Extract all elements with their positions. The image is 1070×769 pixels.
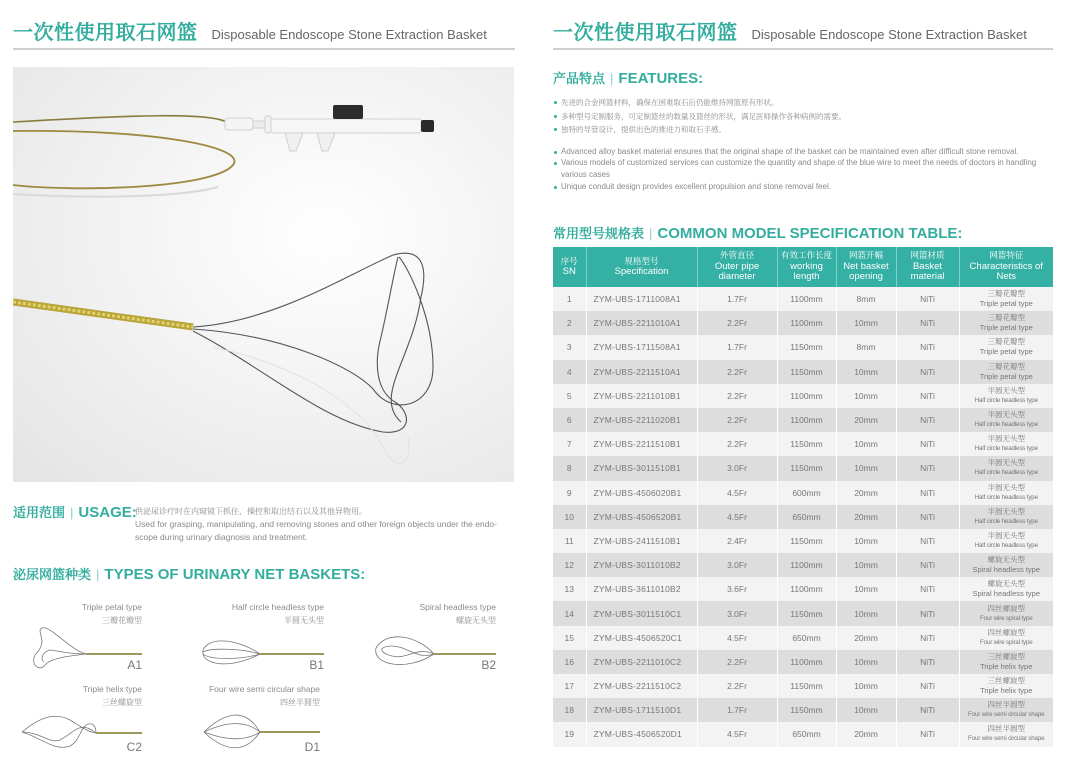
cell-length: 1100mm: [777, 553, 836, 577]
basket-code: A1: [127, 658, 142, 672]
char-en: Four wire spiral type: [980, 638, 1033, 646]
cell-material: NiTi: [896, 408, 959, 432]
cell-sn: 19: [553, 722, 586, 746]
spiral-basket-icon: [372, 620, 496, 672]
cell-characteristics: [959, 384, 1053, 408]
char-cn: 三丝螺旋型: [987, 676, 1025, 686]
types-title-en: TYPES OF URINARY NET BASKETS:: [104, 566, 366, 583]
basket-label-en: Spiral headless type: [419, 602, 496, 612]
cell-opening: 10mm: [836, 698, 896, 722]
table-title-cn: 常用型号规格表: [553, 227, 645, 242]
cell-outer: 2.2Fr: [697, 311, 777, 335]
cell-spec: ZYM-UBS-4506520B1: [586, 505, 697, 529]
char-en: Half circle headless type: [974, 517, 1038, 525]
triple-petal-basket-icon: [30, 620, 142, 672]
char-cn: 三瓣花瓣型: [987, 361, 1025, 371]
spec-table: [553, 247, 1053, 747]
table-row: [553, 577, 1053, 601]
table-row: [553, 505, 1053, 529]
table-row: [553, 456, 1053, 480]
column-header-material: 网篮材质 Basket material: [896, 247, 959, 287]
table-row: [553, 650, 1053, 674]
features-list: [554, 96, 1059, 193]
page-title-cn: 一次性使用取石网篮: [13, 20, 198, 44]
cell-outer: 4.5Fr: [697, 626, 777, 650]
char-cn: 半圆无头型: [987, 410, 1025, 420]
cell-outer: 1.7Fr: [697, 335, 777, 359]
cell-opening: 10mm: [836, 601, 896, 625]
cell-sn: 7: [553, 432, 586, 456]
cell-characteristics: [959, 456, 1053, 480]
cell-sn: 4: [553, 360, 586, 384]
half-circle-basket-icon: [200, 620, 324, 672]
cell-outer: 4.5Fr: [697, 481, 777, 505]
cell-characteristics: [959, 529, 1053, 553]
cell-spec: ZYM-UBS-3011510C1: [586, 601, 697, 625]
cell-sn: 5: [553, 384, 586, 408]
cell-spec: ZYM-UBS-4506520D1: [586, 722, 697, 746]
cell-outer: 1.7Fr: [697, 698, 777, 722]
table-row: [553, 698, 1053, 722]
table-row: [553, 335, 1053, 359]
char-cn: 三丝螺旋型: [987, 651, 1025, 661]
cell-opening: 10mm: [836, 577, 896, 601]
heading-separator: |: [610, 71, 614, 86]
four-wire-basket-icon: [200, 702, 320, 754]
column-header-spec: 规格型号 Specification: [586, 247, 697, 287]
cell-characteristics: [959, 626, 1053, 650]
char-cn: 四丝螺旋型: [987, 627, 1025, 637]
cell-characteristics: [959, 650, 1053, 674]
cell-spec: ZYM-UBS-3011010B2: [586, 553, 697, 577]
cell-length: 650mm: [777, 505, 836, 529]
cell-length: 1150mm: [777, 360, 836, 384]
cell-sn: 15: [553, 626, 586, 650]
table-heading: [553, 223, 962, 243]
char-cn: 三瓣花瓣型: [987, 337, 1025, 347]
cell-length: 1150mm: [777, 456, 836, 480]
types-title-cn: 泌尿网篮种类: [13, 568, 92, 583]
cell-material: NiTi: [896, 287, 959, 311]
cell-length: 1150mm: [777, 601, 836, 625]
cell-material: NiTi: [896, 650, 959, 674]
cell-characteristics: [959, 601, 1053, 625]
cell-spec: ZYM-UBS-4506520C1: [586, 626, 697, 650]
char-en: Four wire spiral type: [980, 614, 1033, 622]
char-cn: 螺旋无头型: [987, 579, 1025, 589]
cell-material: NiTi: [896, 674, 959, 698]
cell-characteristics: [959, 674, 1053, 698]
cell-spec: ZYM-UBS-2211510B1: [586, 432, 697, 456]
table-row: [553, 626, 1053, 650]
cell-characteristics: [959, 335, 1053, 359]
cell-outer: 2.2Fr: [697, 432, 777, 456]
cell-length: 1100mm: [777, 287, 836, 311]
basket-code: B2: [481, 658, 496, 672]
usage-title-en: USAGE:: [78, 504, 137, 521]
char-en: Triple petal type: [979, 299, 1033, 309]
table-header-row: [553, 247, 1053, 287]
cell-outer: 2.4Fr: [697, 529, 777, 553]
cell-material: NiTi: [896, 698, 959, 722]
basket-code: C2: [126, 740, 142, 754]
feature-item-cn: 先进的合金网篮材料，确保在困难取石后仍能维持网篮原有形状。: [554, 96, 1059, 110]
table-row: [553, 601, 1053, 625]
feature-item-en: Unique conduit design provides excellent propulsion and stone removal feel.: [554, 181, 1059, 193]
table-row: [553, 674, 1053, 698]
cell-opening: 20mm: [836, 722, 896, 746]
char-cn: 三瓣花瓣型: [987, 289, 1025, 299]
feature-item-en: Various models of customized services can customize the quantity and shape of the blue wire to meet the needs of doctors in handling various cases: [554, 157, 1059, 181]
cell-sn: 11: [553, 529, 586, 553]
cell-length: 1100mm: [777, 577, 836, 601]
cell-material: NiTi: [896, 335, 959, 359]
header-divider: [13, 48, 515, 50]
table-title-en: COMMON MODEL SPECIFICATION TABLE:: [657, 225, 963, 242]
cell-spec: ZYM-UBS-2211010C2: [586, 650, 697, 674]
cell-sn: 10: [553, 505, 586, 529]
char-en: Spiral headless type: [972, 565, 1041, 575]
feature-item-cn: 多种型号定制服务，可定制篮丝的数量及篮丝的形状，满足医师操作各种病例的需要。: [554, 110, 1059, 124]
cell-opening: 10mm: [836, 650, 896, 674]
cell-sn: 8: [553, 456, 586, 480]
char-cn: 四丝半圆型: [987, 700, 1025, 710]
cell-outer: 4.5Fr: [697, 505, 777, 529]
char-en: Half circle headless type: [974, 469, 1038, 477]
cell-length: 1150mm: [777, 335, 836, 359]
usage-text-cn: 供泌尿诊疗时在内窥镜下抓住、操控和取出结石以及其他异物用。: [135, 507, 367, 516]
cell-sn: 9: [553, 481, 586, 505]
heading-separator: |: [96, 567, 100, 582]
cell-material: NiTi: [896, 360, 959, 384]
cell-material: NiTi: [896, 311, 959, 335]
usage-text-en: Used for grasping, manipulating, and removing stones and other foreign objects under the endo-scope during urinary diagnosis and treatment.: [135, 519, 497, 542]
char-cn: 半圆无头型: [987, 530, 1025, 540]
cell-opening: 10mm: [836, 456, 896, 480]
types-heading: [13, 564, 365, 584]
cell-outer: 2.2Fr: [697, 674, 777, 698]
page-title-en: Disposable Endoscope Stone Extraction Basket: [211, 27, 487, 42]
cell-spec: ZYM-UBS-3611010B2: [586, 577, 697, 601]
table-row: [553, 722, 1053, 746]
basket-label-cn: 三瓣花瓣型: [102, 616, 142, 625]
table-row: [553, 481, 1053, 505]
cell-material: NiTi: [896, 481, 959, 505]
cell-sn: 12: [553, 553, 586, 577]
cell-characteristics: [959, 505, 1053, 529]
page-title-en: Disposable Endoscope Stone Extraction Basket: [751, 27, 1027, 42]
char-en: Half circle headless type: [974, 421, 1038, 429]
cell-characteristics: [959, 360, 1053, 384]
cell-characteristics: [959, 408, 1053, 432]
cell-spec: ZYM-UBS-2211010B1: [586, 384, 697, 408]
cell-spec: ZYM-UBS-1711008A1: [586, 287, 697, 311]
features-title-cn: 产品特点: [553, 72, 606, 87]
basket-label-en: Triple helix type: [82, 684, 142, 694]
cell-sn: 18: [553, 698, 586, 722]
cell-sn: 1: [553, 287, 586, 311]
basket-label-en: Triple petal type: [81, 602, 142, 612]
cell-spec: ZYM-UBS-2211510A1: [586, 360, 697, 384]
cell-sn: 6: [553, 408, 586, 432]
cell-material: NiTi: [896, 577, 959, 601]
cell-outer: 2.2Fr: [697, 360, 777, 384]
basket-type-d1: [200, 684, 320, 754]
char-en: Triple petal type: [979, 347, 1033, 357]
stone-basket-illustration: [13, 67, 514, 482]
table-row: [553, 553, 1053, 577]
cell-opening: 20mm: [836, 505, 896, 529]
cell-opening: 10mm: [836, 311, 896, 335]
column-header-char: 网篮特征 Characteristics of Nets: [959, 247, 1053, 287]
char-en: Spiral headless type: [972, 589, 1041, 599]
cell-characteristics: [959, 577, 1053, 601]
char-en: Four wire semi circular shape: [968, 711, 1045, 719]
feature-item-en: Advanced alloy basket material ensures that the original shape of the basket can be maintained even after difficult stone removal.: [554, 146, 1059, 158]
cell-material: NiTi: [896, 456, 959, 480]
feature-item-cn: 独特的导管设计，提供出色的推进力和取石手感。: [554, 123, 1059, 137]
cell-length: 1100mm: [777, 384, 836, 408]
cell-outer: 4.5Fr: [697, 722, 777, 746]
usage-title-cn: 适用范围: [13, 506, 66, 521]
cell-characteristics: [959, 722, 1053, 746]
cell-opening: 20mm: [836, 481, 896, 505]
char-cn: 四丝半圆型: [987, 724, 1025, 734]
basket-code: D1: [304, 740, 320, 754]
char-cn: 半圆无头型: [987, 385, 1025, 395]
char-cn: 四丝螺旋型: [987, 603, 1025, 613]
cell-outer: 2.2Fr: [697, 408, 777, 432]
cell-spec: ZYM-UBS-2211510C2: [586, 674, 697, 698]
cell-characteristics: [959, 287, 1053, 311]
usage-description: [135, 505, 515, 544]
cell-spec: ZYM-UBS-4506020B1: [586, 481, 697, 505]
char-en: Half circle headless type: [974, 396, 1038, 404]
page-title-cn: 一次性使用取石网篮: [553, 20, 738, 44]
basket-type-a1: [30, 602, 142, 672]
basket-label-cn: 螺旋无头型: [456, 616, 496, 625]
triple-helix-basket-icon: [20, 702, 142, 754]
cell-material: NiTi: [896, 626, 959, 650]
left-page-header: [13, 16, 487, 50]
cell-outer: 3.0Fr: [697, 456, 777, 480]
table-body: [553, 287, 1053, 747]
char-cn: 半圆无头型: [987, 506, 1025, 516]
basket-label-cn: 四丝半圆型: [280, 698, 320, 707]
cell-characteristics: [959, 432, 1053, 456]
basket-type-b1: [200, 602, 324, 672]
cell-length: 1100mm: [777, 650, 836, 674]
cell-characteristics: [959, 553, 1053, 577]
cell-sn: 17: [553, 674, 586, 698]
cell-characteristics: [959, 481, 1053, 505]
cell-length: 1150mm: [777, 698, 836, 722]
basket-label-cn: 半圆无头型: [284, 616, 324, 625]
char-cn: 三瓣花瓣型: [987, 313, 1025, 323]
cell-characteristics: [959, 311, 1053, 335]
char-en: Triple helix type: [980, 661, 1033, 671]
char-cn: 半圆无头型: [987, 434, 1025, 444]
char-en: Half circle headless type: [974, 445, 1038, 453]
cell-length: 600mm: [777, 481, 836, 505]
table-row: [553, 432, 1053, 456]
cell-outer: 3.0Fr: [697, 553, 777, 577]
cell-sn: 2: [553, 311, 586, 335]
cell-material: NiTi: [896, 529, 959, 553]
basket-label-cn: 三丝螺旋型: [102, 698, 142, 707]
product-photo: [13, 67, 514, 482]
cell-material: NiTi: [896, 722, 959, 746]
cell-material: NiTi: [896, 432, 959, 456]
char-cn: 半圆无头型: [987, 482, 1025, 492]
table-row: [553, 287, 1053, 311]
char-cn: 螺旋无头型: [987, 555, 1025, 565]
cell-opening: 10mm: [836, 360, 896, 384]
cell-opening: 10mm: [836, 529, 896, 553]
cell-opening: 10mm: [836, 384, 896, 408]
cell-outer: 3.0Fr: [697, 601, 777, 625]
cell-length: 1100mm: [777, 408, 836, 432]
cell-length: 1150mm: [777, 529, 836, 553]
cell-opening: 8mm: [836, 287, 896, 311]
features-heading: [553, 68, 703, 88]
cell-opening: 20mm: [836, 408, 896, 432]
char-en: Four wire semi circular shape: [968, 735, 1045, 743]
table-row: [553, 529, 1053, 553]
cell-spec: ZYM-UBS-1711510D1: [586, 698, 697, 722]
usage-heading: [13, 502, 137, 522]
column-header-opening: 网篮开幅 Net basket opening: [836, 247, 896, 287]
cell-sn: 3: [553, 335, 586, 359]
column-header-length: 有效工作长度 working length: [777, 247, 836, 287]
char-en: Triple petal type: [979, 323, 1033, 333]
cell-length: 1150mm: [777, 674, 836, 698]
features-title-en: FEATURES:: [618, 70, 704, 87]
cell-outer: 3.6Fr: [697, 577, 777, 601]
basket-label-en: Half circle headless type: [231, 602, 324, 612]
cell-sn: 16: [553, 650, 586, 674]
cell-opening: 10mm: [836, 432, 896, 456]
cell-sn: 14: [553, 601, 586, 625]
cell-opening: 8mm: [836, 335, 896, 359]
table-row: [553, 384, 1053, 408]
basket-code: B1: [309, 658, 324, 672]
cell-material: NiTi: [896, 553, 959, 577]
cell-material: NiTi: [896, 601, 959, 625]
char-en: Triple petal type: [979, 371, 1033, 381]
header-divider: [553, 48, 1053, 50]
cell-spec: ZYM-UBS-3011510B1: [586, 456, 697, 480]
cell-outer: 2.2Fr: [697, 384, 777, 408]
cell-material: NiTi: [896, 505, 959, 529]
table-row: [553, 360, 1053, 384]
cell-opening: 10mm: [836, 674, 896, 698]
cell-characteristics: [959, 698, 1053, 722]
char-en: Half circle headless type: [974, 541, 1038, 549]
heading-separator: |: [649, 226, 653, 241]
cell-spec: ZYM-UBS-2211010A1: [586, 311, 697, 335]
cell-length: 650mm: [777, 626, 836, 650]
basket-label-en: Four wire semi circular shape: [208, 684, 320, 694]
cell-spec: ZYM-UBS-1711508A1: [586, 335, 697, 359]
cell-length: 1150mm: [777, 432, 836, 456]
char-en: Triple helix type: [980, 686, 1033, 696]
table-row: [553, 408, 1053, 432]
cell-opening: 20mm: [836, 626, 896, 650]
right-page-header: [553, 16, 1027, 50]
cell-length: 650mm: [777, 722, 836, 746]
cell-sn: 13: [553, 577, 586, 601]
column-header-outer: 外管直径 Outer pipe diameter: [697, 247, 777, 287]
cell-outer: 2.2Fr: [697, 650, 777, 674]
basket-type-b2: [372, 602, 496, 672]
char-cn: 半圆无头型: [987, 458, 1025, 468]
basket-type-c2: [20, 684, 142, 754]
heading-separator: |: [70, 505, 74, 520]
cell-outer: 1.7Fr: [697, 287, 777, 311]
cell-opening: 10mm: [836, 553, 896, 577]
column-header-sn: 序号 SN: [553, 247, 586, 287]
cell-spec: ZYM-UBS-2411510B1: [586, 529, 697, 553]
cell-spec: ZYM-UBS-2211020B1: [586, 408, 697, 432]
table-row: [553, 311, 1053, 335]
char-en: Half circle headless type: [974, 493, 1038, 501]
cell-material: NiTi: [896, 384, 959, 408]
cell-length: 1100mm: [777, 311, 836, 335]
